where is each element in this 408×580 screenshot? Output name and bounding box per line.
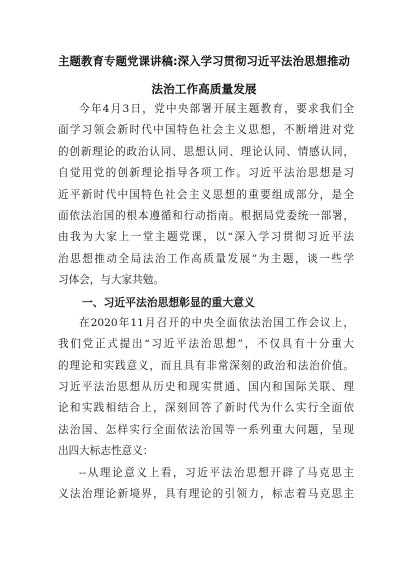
section-heading-1: 一、习近平法治思想彰显的重大意义 [82,295,255,309]
paragraph-2-line-1: 在2020年11月召开的中央全面依法治国工作会议上， [79,316,354,329]
paragraph-3-line-1: --从理论意义上看，习近平法治思想开辟了马克思主 [79,466,354,479]
document-title [56,52,352,98]
paragraph-2-line-7: 出四大标志性意义： [58,445,154,458]
title-line-2: 法治工作高质量发展 [151,82,257,96]
paragraph-1-line-3: 的创新理论的政治认同、思想认同、理论认同、情感认同， [58,145,354,158]
paragraph-1-line-8: 治思想推动全局法治工作高质量发展”为主题，谈一些学 [58,252,354,265]
paragraph-1-line-5: 近平新时代中国特色社会主义思想的重要组成部分，是全 [58,188,354,201]
paragraph-3-line-2: 义法治理论新境界，具有理论的引领力，标志着马克思主 [58,488,354,501]
document-body [58,99,354,505]
paragraph-2-line-4: 习近平法治思想从历史和现实贯通、国内和国际关联、理 [58,381,354,394]
paragraph-1-line-1: 今年4月3日，党中央部署开展主题教育，要求我们全 [79,103,354,115]
paragraph-2-line-5: 论和实践相结合上，深刻回答了新时代为什么实行全面依 [58,402,354,415]
paragraph-1-line-6: 面依法治国的根本遵循和行动指南。根据局党委统一部署， [58,209,354,222]
paragraph-2-line-6: 法治国、怎样实行全面依法治国等一系列重大问题，呈现 [58,423,354,436]
paragraph-2-line-3: 的理论和实践意义，而且具有非常深刻的政治和法治价值。 [58,359,354,372]
title-line-1: 主题教育专题党课讲稿:深入学习贯彻习近平法治思想推动 [58,54,350,68]
paragraph-1-line-2: 面学习领会新时代中国特色社会主义思想，不断增进对党 [58,124,354,137]
paragraph-2-line-2: 我们党正式提出“习近平法治思想”，不仅具有十分重大 [58,338,354,351]
paragraph-1-line-9: 习体会，与大家共勉。 [58,274,164,287]
paragraph-1-line-4: 自觉用党的创新理论指导各项工作。习近平法治思想是习 [58,167,354,180]
paragraph-1-line-7: 由我为大家上一堂主题党课，以“深入学习贯彻习近平法 [58,231,354,244]
